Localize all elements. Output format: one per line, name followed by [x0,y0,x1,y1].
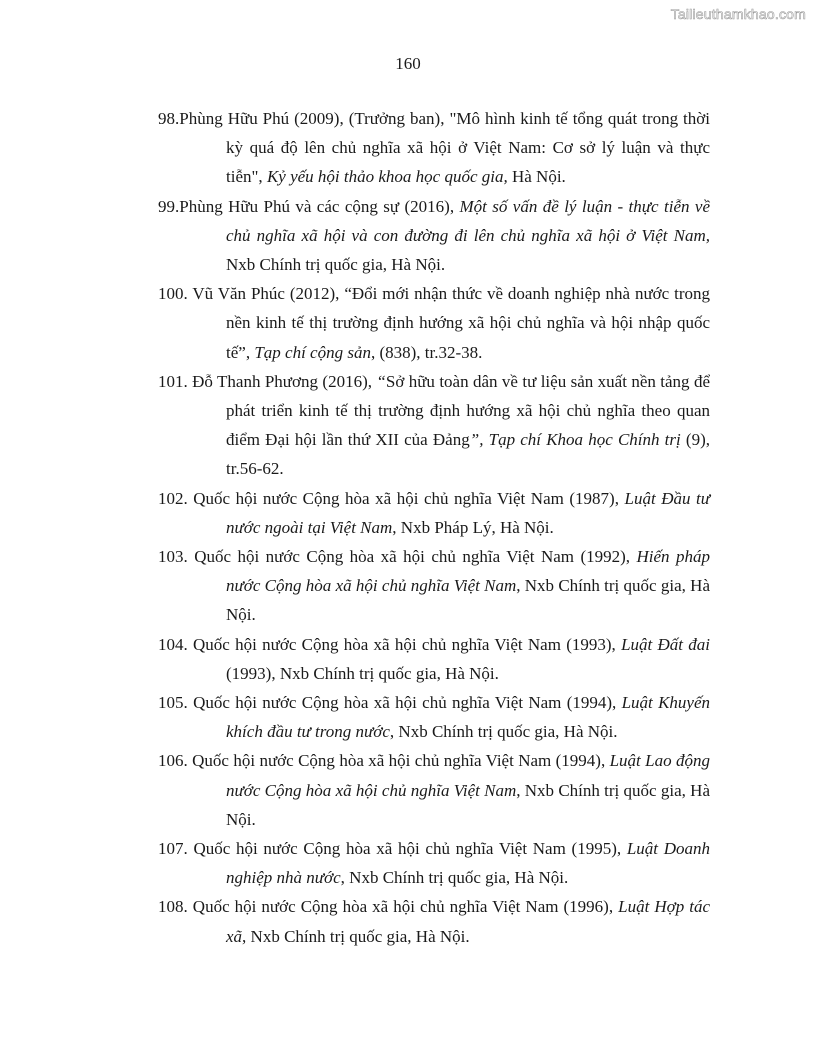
reference-source-title: Luật Lao động nước Cộng hòa xã hội chủ nghĩa Việt Nam [226,751,710,800]
reference-text: , (838), tr.32-38. [370,342,483,362]
reference-item [158,834,710,892]
reference-text: Quốc hội nước Cộng hòa xã hội chủ nghĩa Việt Nam (1987), [193,488,625,508]
reference-text: Đỗ Thanh Phương (2016), [192,371,377,391]
reference-text: Quốc hội nước Cộng hòa xã hội chủ nghĩa Việt Nam (1996), [192,897,619,917]
reference-text: Quốc hội nước Cộng hòa xã hội chủ nghĩa Việt Nam (1993), [193,634,622,654]
reference-item [158,688,710,746]
reference-text: Vũ Văn Phúc (2012), “Đổi mới nhận thức về doanh nghiệp nhà nước trong nền kinh tế thị trường định hướng xã hội chủ nghĩa và hội nhập quốc tế”, [192,284,710,362]
page-number: 160 [395,54,421,73]
reference-text: Sở hữu toàn dân về tư liệu sản xuất nền tảng để phát triển kinh tế thị trường định hướng xã hội chủ nghĩa theo quan điểm Đại hội lần thứ XII của Đảng [226,371,710,450]
reference-text: Quốc hội nước Cộng hòa xã hội chủ nghĩa Việt Nam (1994), [192,751,610,771]
reference-item [158,746,710,834]
reference-list [158,104,710,951]
reference-source-title: Kỷ yếu hội thảo khoa học quốc gia, [266,167,508,187]
reference-number: 105. [158,693,194,713]
reference-source-title: Một số vấn đề lý luận - thực tiễn về chủ nghĩa xã hội và con đường đi lên chủ nghĩa xã hội ở Việt Nam, [226,196,710,245]
reference-item [158,279,710,367]
reference-text: Phùng Hữu Phú và các cộng sự (2016), [179,196,460,216]
reference-text: Quốc hội nước Cộng hòa xã hội chủ nghĩa Việt Nam (1992), [194,547,637,567]
watermark-text: Tailieuthamkhao.com [670,6,806,22]
reference-text: , Nxb Chính trị quốc gia, Hà Nội. [226,780,710,829]
reference-text: (1993), Nxb Chính trị quốc gia, Hà Nội. [226,663,499,683]
reference-text: Phùng Hữu Phú (2009), (Trưởng ban), "Mô hình kinh tế tổng quát trong thời kỳ quá độ lên chủ nghĩa xã hội ở Việt Nam: Cơ sở lý luận và thực tiễn", [179,109,710,187]
reference-text: (9), tr.56-62. [226,430,711,479]
reference-number: 100. [158,284,193,304]
reference-source-title: Luật Đầu tư nước ngoài tại Việt Nam [226,488,710,537]
reference-item [158,630,710,688]
reference-number: 98. [158,109,180,128]
reference-item [158,192,710,280]
reference-number: 107. [158,839,194,859]
reference-text: Quốc hội nước Cộng hòa xã hội chủ nghĩa Việt Nam (1995), [193,839,627,859]
reference-number: 106. [158,751,193,771]
reference-item [158,104,710,192]
reference-source-title: Luật Hợp tác xã [226,897,711,946]
reference-item [158,367,710,484]
reference-item [158,484,710,542]
reference-text: Nxb Chính trị quốc gia, Hà Nội. [226,255,446,275]
reference-text: , Nxb Chính trị quốc gia, Hà Nội. [340,868,569,888]
reference-item [158,892,710,950]
reference-text: , Nxb Pháp Lý, Hà Nội. [392,517,554,537]
reference-text: , Nxb Chính trị quốc gia, Hà Nội. [389,722,618,742]
reference-source-title: Tạp chí cộng sản [254,342,371,362]
reference-number: 104. [158,634,194,654]
reference-number: 99. [158,196,180,216]
reference-number: 103. [158,547,195,567]
reference-text: Quốc hội nước Cộng hòa xã hội chủ nghĩa Việt Nam (1994), [193,693,622,713]
reference-quote-mark: “ [376,371,386,391]
reference-source-title: Luật Doanh nghiệp nhà nước [226,839,710,888]
reference-source-title: ”, Tạp chí Khoa học Chính trị [469,430,681,450]
reference-number: 101. [158,371,193,391]
reference-number: 102. [158,488,194,508]
reference-text: , Nxb Chính trị quốc gia, Hà Nội. [242,926,470,946]
reference-number: 108. [158,897,193,917]
reference-source-title: Luật Khuyến khích đầu tư trong nước [226,693,711,742]
reference-source-title: Hiến pháp nước Cộng hòa xã hội chủ nghĩa Việt Nam [226,547,711,596]
reference-text: Hà Nội. [507,167,566,187]
reference-item [158,542,710,630]
reference-text: , Nxb Chính trị quốc gia, Hà Nội. [226,576,710,625]
reference-source-title: Luật Đất đai [621,634,711,654]
